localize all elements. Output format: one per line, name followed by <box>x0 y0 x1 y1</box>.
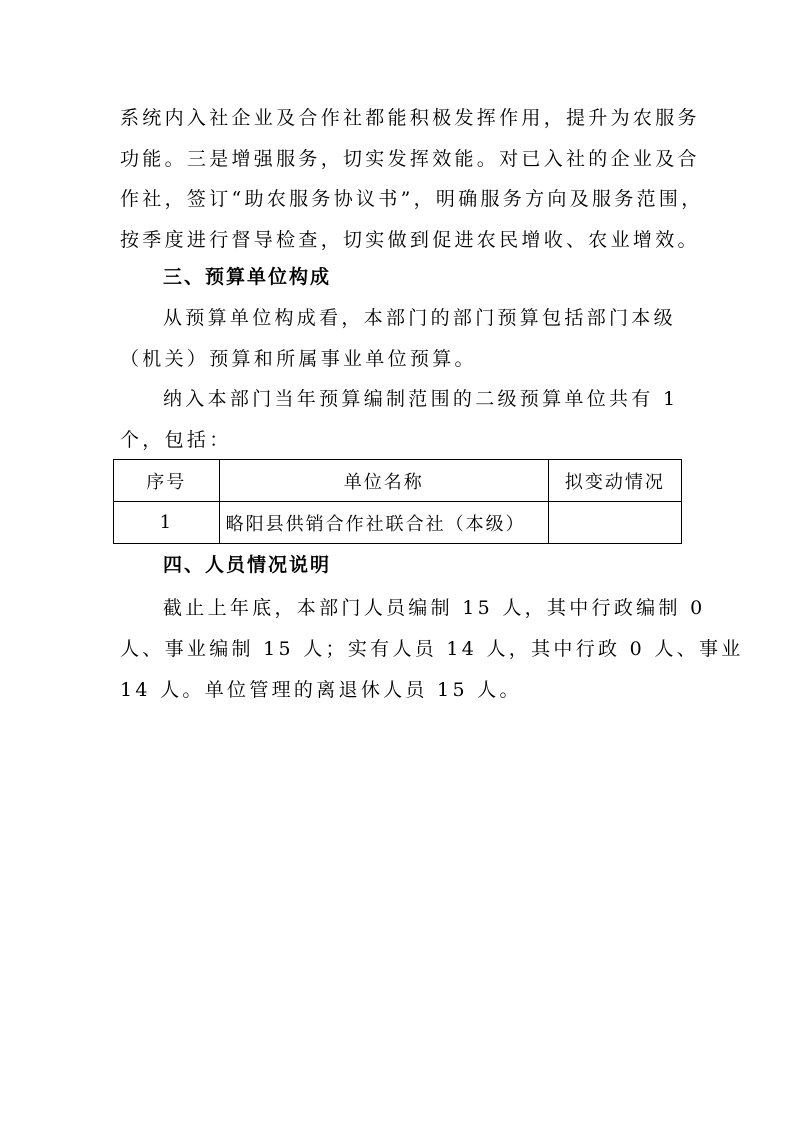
cell-planned-change <box>548 502 681 544</box>
paragraph-line: 按季度进行督导检查，切实做到促进农民增收、农业增效。 <box>120 229 700 251</box>
section-heading-staff: 四、人员情况说明 <box>163 554 332 576</box>
paragraph-line: 作社，签订“助农服务协议书”，明确服务方向及服务范围， <box>120 188 704 210</box>
paragraph-line: 功能。三是增强服务，切实发挥效能。对已入社的企业及合 <box>120 148 700 170</box>
paragraph-line: 截止上年底，本部门人员编制 15 人，其中行政编制 0 <box>163 597 706 619</box>
table-header-row <box>114 460 682 502</box>
table-row <box>114 502 682 544</box>
paragraph-line: 系统内入社企业及合作社都能积极发挥作用，提升为农服务 <box>120 107 700 129</box>
budget-units-table <box>113 459 682 544</box>
header-unit-name: 单位名称 <box>219 460 548 502</box>
paragraph-line: 14 人。单位管理的离退休人员 15 人。 <box>120 679 522 701</box>
section-heading-budget-units: 三、预算单位构成 <box>163 266 332 288</box>
paragraph-line: 人、事业编制 15 人；实有人员 14 人，其中行政 0 人、事业 <box>120 638 744 660</box>
header-planned-change: 拟变动情况 <box>548 460 681 502</box>
paragraph-line: 纳入本部门当年预算编制范围的二级预算单位共有 1 <box>163 388 679 410</box>
cell-no: 1 <box>114 502 220 544</box>
header-no: 序号 <box>114 460 220 502</box>
paragraph-line: 个，包括： <box>120 429 232 451</box>
paragraph-line: （机关）预算和所属事业单位预算。 <box>120 348 477 370</box>
cell-unit-name: 略阳县供销合作社联合社（本级） <box>219 502 548 544</box>
paragraph-line: 从预算单位构成看，本部门的部门预算包括部门本级 <box>163 307 676 329</box>
